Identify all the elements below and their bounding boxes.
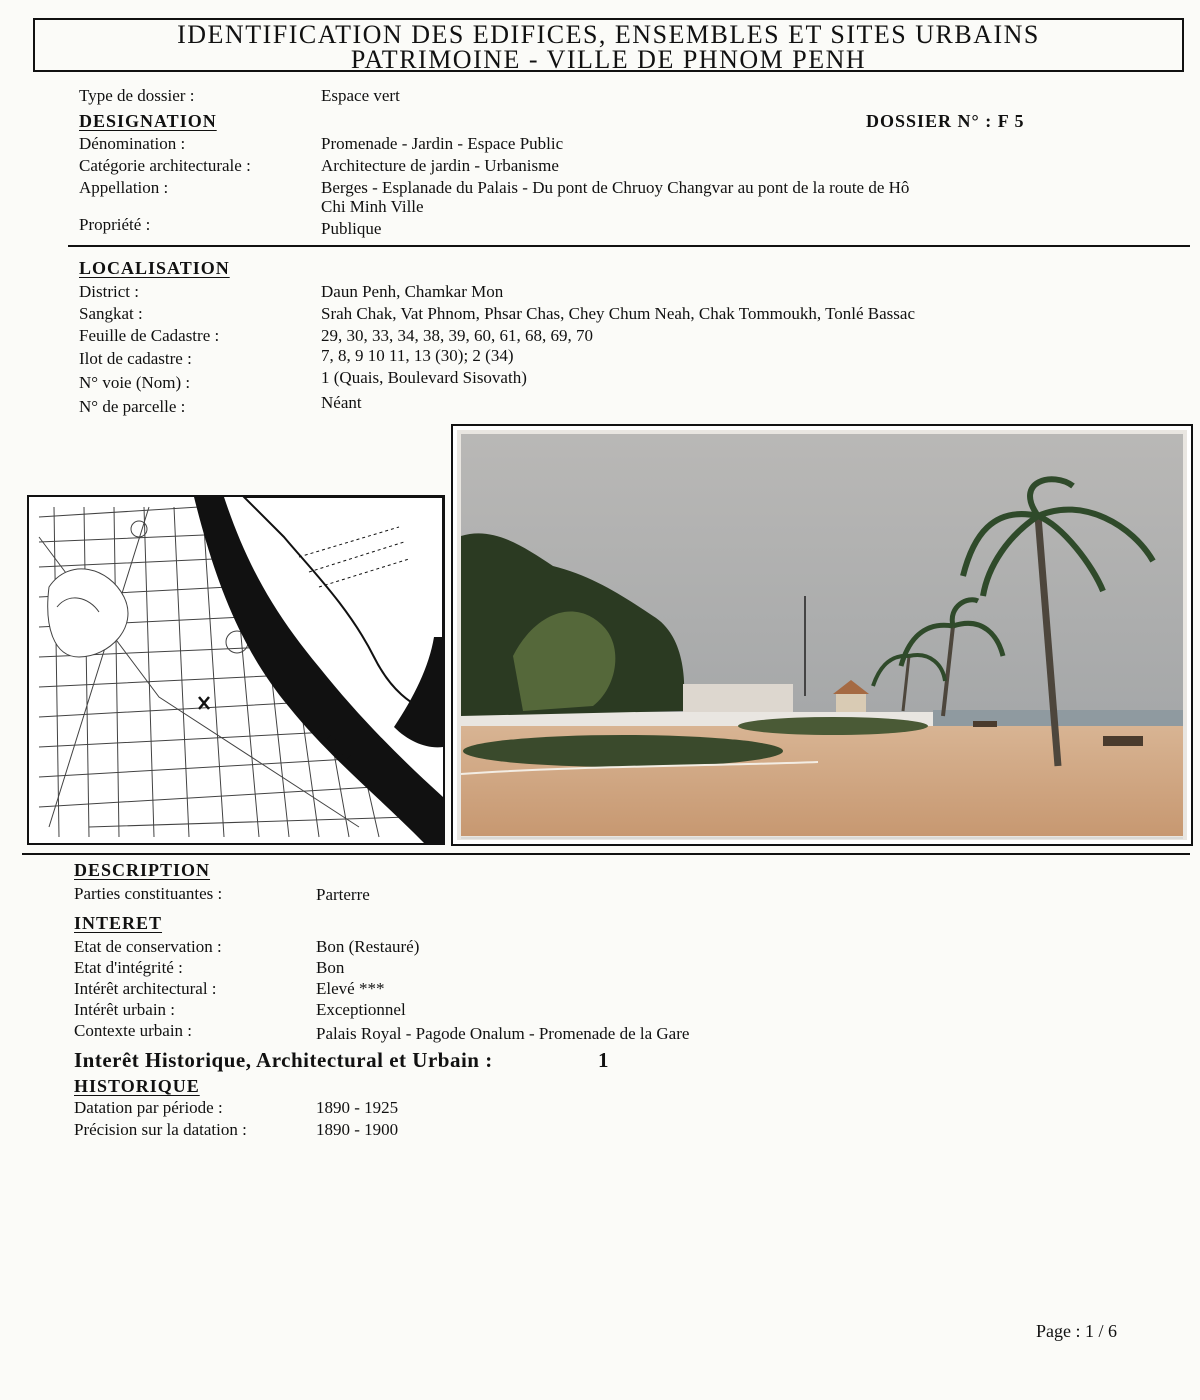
location-map (27, 495, 445, 845)
precision-value: 1890 - 1900 (316, 1120, 399, 1139)
parties-label: Parties constituantes : (74, 884, 223, 903)
parcelle-label: N° de parcelle : (79, 397, 186, 416)
header-subtitle: PATRIMOINE - VILLE DE PHNOM PENH (350, 45, 867, 74)
page-number: Page : 1 / 6 (1036, 1321, 1117, 1341)
conservation-label: Etat de conservation : (74, 937, 222, 956)
conservation-value: Bon (Restauré) (316, 937, 420, 956)
sangkat-value: Srah Chak, Vat Phnom, Phsar Chas, Chey Chum Neah, Chak Tommoukh, Tonlé Bassac (321, 304, 916, 323)
district-label: District : (79, 282, 139, 301)
section-historique: HISTORIQUE (74, 1076, 200, 1096)
site-photo (451, 424, 1193, 846)
denomination-label: Dénomination : (79, 134, 186, 153)
architectural-label: Intérêt architectural : (74, 979, 217, 998)
contexte-value: Palais Royal - Pagode Onalum - Promenade de la Gare (316, 1024, 690, 1043)
divider (68, 245, 1190, 247)
integrite-label: Etat d'intégrité : (74, 958, 183, 977)
precision-label: Précision sur la datation : (74, 1120, 247, 1139)
interet-summary-label: Interêt Historique, Architectural et Urbain : (74, 1048, 493, 1072)
section-designation: DESIGNATION (79, 111, 217, 131)
type-dossier-label: Type de dossier : (79, 86, 195, 105)
datation-label: Datation par période : (74, 1098, 223, 1117)
section-interet: INTERET (74, 913, 163, 933)
interet-summary-value: 1 (598, 1048, 609, 1072)
architectural-value: Elevé *** (316, 979, 385, 998)
categorie-value: Architecture de jardin - Urbanisme (321, 156, 559, 175)
urbain-label: Intérêt urbain : (74, 1000, 176, 1019)
integrite-value: Bon (316, 958, 345, 977)
divider (22, 853, 1190, 855)
propriete-value: Publique (321, 219, 382, 238)
document-header (33, 18, 1184, 72)
contexte-label: Contexte urbain : (74, 1021, 193, 1040)
appellation-label: Appellation : (79, 178, 169, 197)
appellation-value-continued: Chi Minh Ville (321, 197, 424, 216)
datation-value: 1890 - 1925 (316, 1098, 399, 1117)
dossier-number: DOSSIER N° : F 5 (866, 111, 1025, 131)
type-dossier-value: Espace vert (321, 86, 400, 105)
denomination-value: Promenade - Jardin - Espace Public (321, 134, 564, 153)
district-value: Daun Penh, Chamkar Mon (321, 282, 504, 301)
voie-label: N° voie (Nom) : (79, 373, 191, 392)
urbain-value: Exceptionnel (316, 1000, 406, 1019)
voie-value: 1 (Quais, Boulevard Sisovath) (321, 368, 527, 387)
promenade-photo-illustration (453, 426, 1191, 844)
ilot-value: 7, 8, 9 10 11, 13 (30); 2 (34) (321, 346, 514, 365)
header-title: IDENTIFICATION DES EDIFICES, ENSEMBLES ET SITES URBAINS (177, 20, 1040, 49)
cadastre-label: Feuille de Cadastre : (79, 326, 220, 345)
propriete-label: Propriété : (79, 215, 151, 234)
parties-value: Parterre (316, 885, 370, 904)
cadastre-value: 29, 30, 33, 34, 38, 39, 60, 61, 68, 69, 70 (321, 326, 593, 345)
street-map-drawing (29, 497, 443, 843)
parcelle-value: Néant (321, 393, 362, 412)
ilot-label: Ilot de cadastre : (79, 349, 192, 368)
section-description: DESCRIPTION (74, 860, 211, 880)
sangkat-label: Sangkat : (79, 304, 143, 323)
section-localisation: LOCALISATION (79, 258, 230, 278)
appellation-value: Berges - Esplanade du Palais - Du pont de Chruoy Changvar au pont de la route de Hô (321, 178, 910, 197)
categorie-label: Catégorie architecturale : (79, 156, 251, 175)
